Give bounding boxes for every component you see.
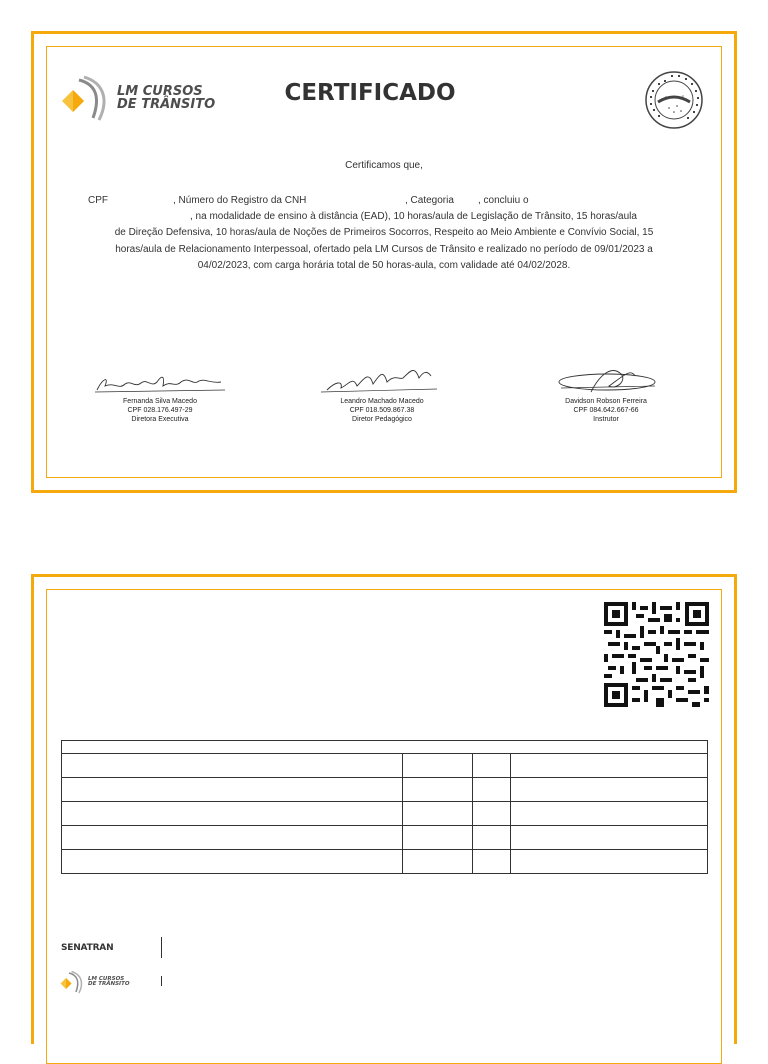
signature-block-instructor	[521, 362, 691, 424]
certificate-body-line-5: 04/02/2023, com carga horária total de 50 horas-aula, com validade até 04/02/2028.	[197, 260, 571, 271]
table-cell	[62, 802, 403, 826]
logo-line-1: LM CURSOS	[117, 84, 203, 99]
signature-cpf: CPF 018.509.867.38	[349, 406, 415, 414]
republic-seal-icon	[644, 70, 704, 130]
signature-block-executive-director	[75, 368, 245, 424]
table-cell	[62, 778, 403, 802]
signature-role: Diretor Pedagógico	[352, 415, 412, 423]
signature-cpf: CPF 084.642.667-66	[573, 406, 639, 414]
table-cell	[511, 778, 708, 802]
lm-logo-icon	[59, 74, 111, 122]
table-cell	[62, 754, 403, 778]
table-row	[62, 850, 708, 874]
completed-label: , concluiu o	[478, 195, 529, 206]
handwritten-signature	[307, 358, 457, 398]
table-row	[62, 754, 708, 778]
certificate-intro: Certificamos que,	[345, 160, 423, 171]
table-cell	[62, 850, 403, 874]
signature-name: Fernanda Silva Macedo	[123, 398, 197, 405]
lm-cursos-logo	[59, 74, 215, 122]
logo-line-2: DE TRÂNSITO	[117, 97, 216, 112]
signature-name: Davidson Robson Ferreira	[565, 398, 647, 405]
table-cell	[403, 802, 473, 826]
table-cell	[403, 850, 473, 874]
certificate-body-line-2: , na modalidade de ensino à distância (EAD), 10 horas/aula de Legislação de Trânsito, 15 horas/aula	[190, 211, 637, 222]
senatran-label: SENATRAN	[61, 943, 114, 953]
table-cell	[473, 778, 511, 802]
logo-line-1: LM CURSOS	[88, 975, 125, 982]
footer-divider	[161, 937, 162, 958]
table-cell	[473, 754, 511, 778]
table-cell	[473, 802, 511, 826]
table-row	[62, 778, 708, 802]
table-cell	[473, 850, 511, 874]
table-cell	[403, 826, 473, 850]
signature-cpf: CPF 028.176.497-29	[127, 406, 193, 414]
logo-line-2: DE TRÂNSITO	[88, 981, 130, 987]
cpf-label: CPF	[88, 195, 108, 206]
table-cell	[511, 754, 708, 778]
table-cell	[473, 826, 511, 850]
table-cell	[403, 754, 473, 778]
lm-cursos-logo-small	[59, 970, 130, 994]
table-cell	[511, 826, 708, 850]
table-cell	[511, 850, 708, 874]
table-header-row	[62, 741, 708, 754]
table-row	[62, 802, 708, 826]
handwritten-signature	[531, 362, 681, 398]
cnh-registration-label: , Número do Registro da CNH	[173, 195, 307, 206]
signature-block-pedagogical-director	[297, 358, 467, 424]
table-cell	[62, 826, 403, 850]
certificate-body-line-3: de Direção Defensiva, 10 horas/aula de Noções de Primeiros Socorros, Respeito ao Meio Ambiente e Convívio Social, 15	[114, 227, 654, 238]
certificate-body-line-4: horas/aula de Relacionamento Interpessoal, ofertado pela LM Cursos de Trânsito e realizado no período de 09/01/2023 a	[115, 244, 653, 255]
record-table	[61, 740, 708, 874]
handwritten-signature	[85, 368, 235, 398]
table-cell	[62, 741, 708, 754]
signature-role: Instrutor	[593, 415, 619, 423]
table-row	[62, 826, 708, 850]
certificate-title: CERTIFICADO	[284, 80, 456, 106]
signature-name: Leandro Machado Macedo	[340, 398, 424, 405]
table-cell	[511, 802, 708, 826]
footer-divider-small	[161, 976, 162, 986]
lm-logo-icon	[59, 970, 85, 994]
signature-role: Diretora Executiva	[131, 415, 189, 423]
table-cell	[403, 778, 473, 802]
qr-code-icon	[604, 602, 709, 707]
category-label: , Categoria	[405, 195, 454, 206]
